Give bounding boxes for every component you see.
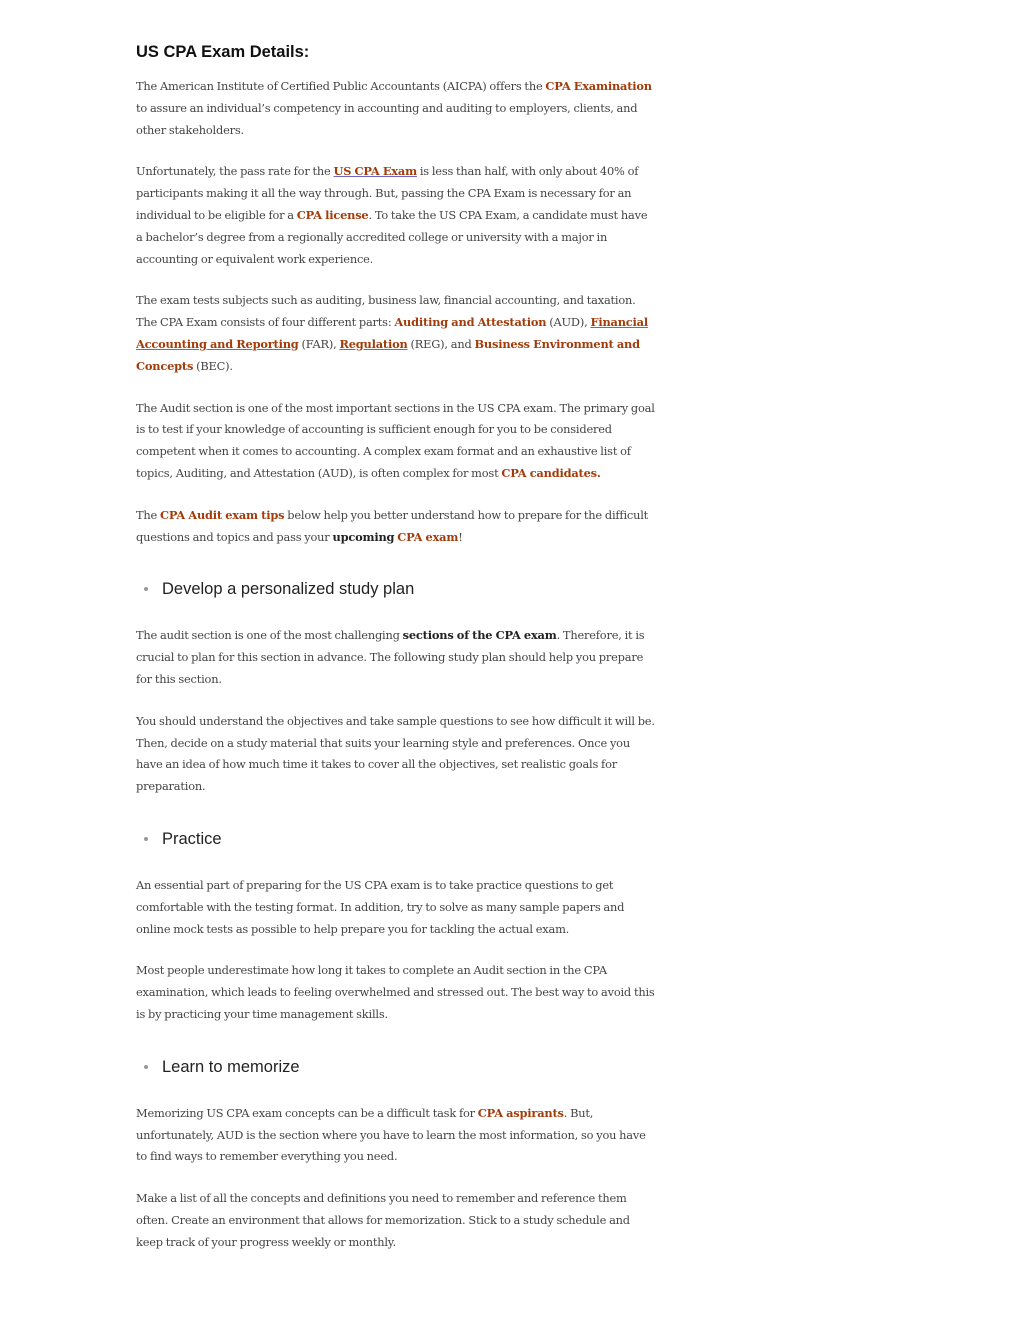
heading-text: Develop a personalized study plan [162,580,415,599]
cpa-candidates-link[interactable]: CPA candidates. [501,465,601,480]
article [136,40,656,1273]
business-environment-link[interactable]: Business Environment and Concepts [136,336,640,373]
text: Unfortunately, the pass rate for the [136,164,334,179]
text: . Therefore, it is crucial to plan for this section in advance. The following study plan should help you prepare for this section. [136,628,645,686]
text: The exam tests subjects such as auditing, business law, financial accounting, and taxation. The CPA Exam consists of four different parts: [136,293,636,330]
text: (FAR), [298,336,340,351]
cpa-examination-link[interactable]: CPA Examination [545,79,652,93]
strong-text: sections of the CPA exam [402,628,557,643]
cpa-audit-exam-tips-link[interactable]: CPA Audit exam tips [160,507,285,522]
auditing-attestation-link[interactable]: Auditing and Attestation [394,315,547,330]
text: . To take the US CPA Exam, a candidate must have a bachelor’s degree from a regionally accredited college or university with a major in accounting or equivalent work experience. [136,207,648,266]
text: Memorizing US CPA exam concepts can be a difficult task for [136,1105,478,1120]
text: (REG), and [407,336,475,351]
section-heading-memorize [144,1055,656,1079]
regulation-link[interactable]: Regulation [339,336,408,351]
text: The American Institute of Certified Public Accountants (AICPA) offers the [136,79,546,93]
bullet-dot-icon [144,1065,148,1069]
audit-section-paragraph [136,398,656,485]
us-cpa-exam-link[interactable]: US CPA Exam [333,164,417,179]
strong-text: upcoming [332,529,395,544]
exam-parts-paragraph [136,290,656,377]
text: The Audit section is one of the most important sections in the US CPA exam. The primary goal is to test if your knowledge of accounting is sufficient enough for you to be considered competent when it comes to accounting. A complex exam format and an exhaustive list of topics, Auditing, and Attestation (AUD), is often complex for most [136,400,655,480]
bullet-dot-icon [144,587,148,591]
text: The [136,507,160,522]
cpa-aspirants-link[interactable]: CPA aspirants [477,1105,564,1120]
study-plan-paragraph-2: You should understand the objectives and take sample questions to see how difficult it will be. Then, decide on a study material that suits your learning style and preferences. Once you have an idea of how much time it takes to cover all the objectives, set realistic goals for preparation. [136,713,655,794]
intro-paragraph [136,76,656,141]
heading-text: Practice [162,829,222,848]
text: is less than half, with only about 40% of participants making it all the way through. But, passing the CPA Exam is necessary for an individual to be eligible for a [136,164,639,222]
cpa-exam-link[interactable]: CPA exam [397,529,459,544]
pass-rate-paragraph [136,161,656,270]
bullet-dot-icon [144,837,148,841]
text: to assure an individual’s competency in accounting and auditing to employers, clients, and other stakeholders. [136,100,638,137]
memorize-paragraph-1 [136,1103,656,1168]
memorize-paragraph-2: Make a list of all the concepts and definitions you need to remember and reference them often. Create an environment that allows for memorization. Stick to a study schedule and keep track of your progress weekly or monthly. [136,1191,630,1249]
text: below help you better understand how to prepare for the difficult questions and topics and pass your [136,507,649,544]
cpa-license-link[interactable]: CPA license [296,207,369,222]
practice-paragraph-2: Most people underestimate how long it takes to complete an Audit section in the CPA examination, which leads to feeling overwhelmed and stressed out. The best way to avoid this is by practicing your time management skills. [136,963,655,1021]
section-heading-practice [144,827,656,851]
financial-accounting-link[interactable]: Financial Accounting and Reporting [136,315,648,351]
text: . But, unfortunately, AUD is the section where you have to learn the most information, so you have to find ways to remember everything you need. [136,1105,646,1164]
study-plan-paragraph-1 [136,625,656,690]
heading-text: Learn to memorize [162,1057,300,1076]
text: (BEC). [193,358,233,373]
page-title: US CPA Exam Details: [136,43,310,61]
text: (AUD), [546,315,591,330]
section-heading-study-plan [144,577,656,601]
text: The audit section is one of the most challenging [136,628,403,643]
tips-intro-paragraph [136,505,656,549]
text: ! [458,529,463,544]
practice-paragraph-1: An essential part of preparing for the US CPA exam is to take practice questions to get comfortable with the testing format. In addition, try to solve as many sample papers and online mock tests as possible to help prepare you for tackling the actual exam. [136,877,625,936]
